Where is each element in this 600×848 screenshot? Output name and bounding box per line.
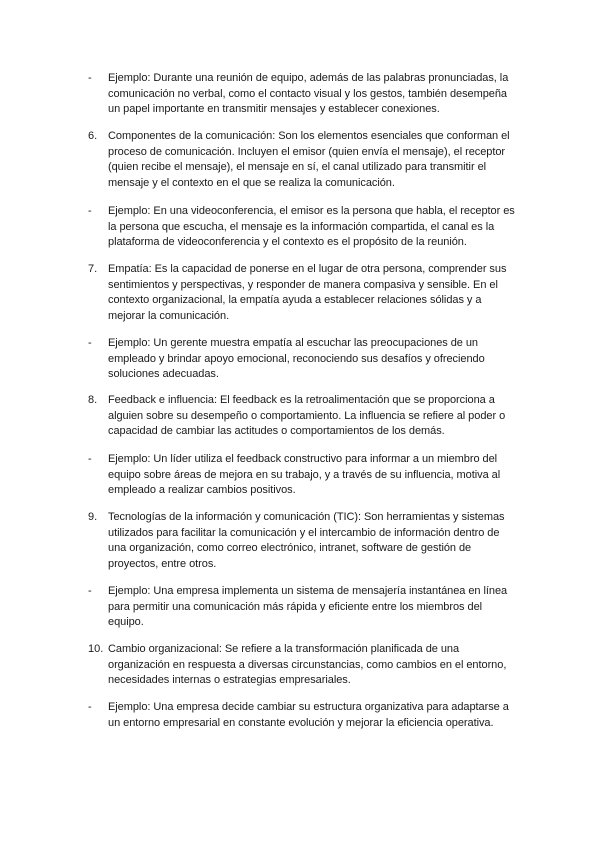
list-marker: - [88,585,92,597]
list-item-text: Componentes de la comunicación: Son los elementos esenciales que conforman el proceso de comunicación. Incluyen el emisor (quien envía el mensaje), el receptor (quien recibe el mensaje), el mensaje en sí, el canal utilizado para transmitir el mensaje y el contexto en el que se realiza la comunicación. [108,130,510,189]
list-marker: - [88,205,92,217]
list-item-text: Cambio organizacional: Se refiere a la transformación planificada de una organización en respuesta a diversas circunstancias, como cambios en el entorno, necesidades internas o estrategias empresariales. [108,643,507,686]
list-marker: 8. [88,394,98,406]
list-item-text: Ejemplo: Una empresa implementa un sistema de mensajería instantánea en línea para permitir una comunicación más rápida y eficiente entre los miembros del equipo. [108,585,508,628]
list-item [88,700,528,731]
list-marker: - [88,337,92,349]
list-item-text: Tecnologías de la información y comunicación (TIC): Son herramientas y sistemas utilizados para facilitar la comunicación y el intercambio de información dentro de una organización, como correo electrónico, intranet, software de gestión de proyectos, entre otros. [108,511,505,570]
list-item [88,129,528,191]
list-marker: - [88,72,92,84]
list-item [88,452,528,499]
list-item-text: Ejemplo: Una empresa decide cambiar su estructura organizativa para adaptarse a un entorno empresarial en constante evolución y mejorar la eficiencia operativa. [108,701,509,729]
list-item [88,584,528,631]
list-marker: 6. [88,130,98,142]
list-item [88,393,528,440]
list-item [88,204,528,251]
list-marker: - [88,453,92,465]
list-marker: 7. [88,263,98,275]
list-item-text: Ejemplo: Un líder utiliza el feedback constructivo para informar a un miembro del equipo sobre áreas de mejora en su trabajo, y a través de su influencia, motiva al empleado a realizar cambios positivos. [108,453,501,496]
list-item-text: Empatía: Es la capacidad de ponerse en el lugar de otra persona, comprender sus sentimientos y perspectivas, y responder de manera compasiva y sensible. En el contexto organizacional, la empatía ayuda a establecer relaciones sólidas y a mejorar la comunicación. [108,263,507,322]
list-item-text: Ejemplo: Durante una reunión de equipo, además de las palabras pronunciadas, la comunicación no verbal, como el contacto visual y los gestos, también desempeña un papel importante en transmitir mensajes y establecer conexiones. [108,72,509,115]
list-item [88,71,528,118]
list-item [88,510,528,572]
list-item-text: Ejemplo: Un gerente muestra empatía al escuchar las preocupaciones de un empleado y brindar apoyo emocional, reconociendo sus desafíos y ofreciendo soluciones adecuadas. [108,337,485,380]
list-marker: 9. [88,511,98,523]
list-item-text: Ejemplo: En una videoconferencia, el emisor es la persona que habla, el receptor es la persona que escucha, el mensaje es la información compartida, el canal es la plataforma de videoconferencia y el contexto es el propósito de la reunión. [108,205,515,248]
list-item [88,336,528,383]
list-item [88,262,528,324]
list-item [88,642,528,689]
list-item-text: Feedback e influencia: El feedback es la retroalimentación que se proporciona a alguien sobre su desempeño o comportamiento. La influencia se refiere al poder o capacidad de cambiar las actitudes o comportamientos de los demás. [108,394,506,437]
list-marker: - [88,701,92,713]
list-marker: 10. [88,643,104,655]
